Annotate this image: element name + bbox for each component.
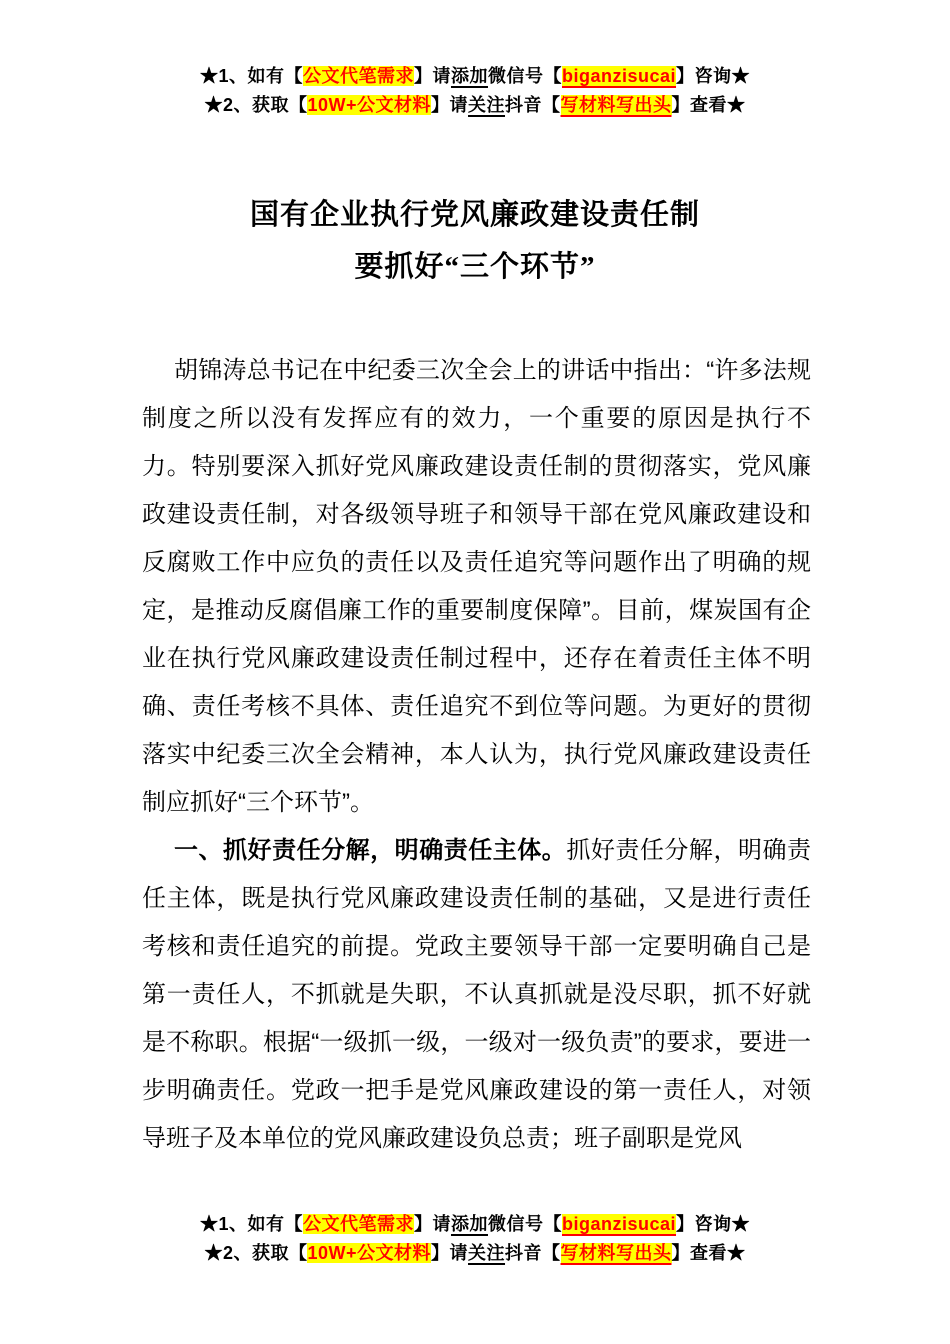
promo-underline-follow: 关注 — [468, 1243, 506, 1263]
promo-text: 抖音【 — [505, 95, 561, 115]
promo-highlight-service: 公文代笔需求 — [302, 66, 414, 86]
header-promo-line-2 — [0, 91, 950, 120]
promo-text: ★1、如有【 — [199, 66, 303, 86]
paragraph-1: 胡锦涛总书记在中纪委三次全会上的讲话中指出：“许多法规制度之所以没有发挥应有的效力，一个重要的原因是执行不力。特别要深入抓好党风廉政建设责任制的贯彻落实，党风廉政建设责任制，对各级领导班子和领导干部在党风廉政建设和反腐败工作中应负的责任以及责任追究等问题作出了明确的规定，是推动反腐倡廉工作的重要制度保障”。目前，煤炭国有企业在执行党风廉政建设责任制过程中，还存在着责任主体不明确、责任考核不具体、责任追究不到位等问题。为更好的贯彻落实中纪委三次全会精神，本人认为，执行党风廉政建设责任制应抓好“三个环节”。 — [142, 357, 811, 816]
promo-text: 微信号【 — [487, 66, 562, 86]
promo-text: 】查看★ — [671, 1243, 746, 1263]
promo-text: 】请 — [413, 1214, 451, 1234]
promo-text: 】查看★ — [671, 95, 746, 115]
promo-underline-follow: 关注 — [468, 95, 506, 115]
footer-promo — [0, 1210, 950, 1268]
document-title — [0, 189, 950, 293]
promo-text: ★2、获取【 — [204, 95, 308, 115]
header-promo — [0, 62, 950, 120]
promo-douyin-id: 写材料写出头 — [560, 1243, 672, 1263]
promo-douyin-id: 写材料写出头 — [560, 95, 672, 115]
promo-text: 】请 — [413, 66, 451, 86]
promo-text: ★2、获取【 — [204, 1243, 308, 1263]
paragraph-2-lead: 一、抓好责任分解，明确责任主体。 — [174, 837, 567, 864]
promo-text: 】请 — [431, 1243, 469, 1263]
promo-highlight-materials: 10W+公文材料 — [307, 95, 432, 115]
header-promo-line-1 — [0, 62, 950, 91]
promo-underline-add: 添加 — [450, 1214, 488, 1234]
promo-wechat-id: biganzisucai — [561, 1214, 677, 1234]
promo-highlight-service: 公文代笔需求 — [302, 1214, 414, 1234]
promo-text: ★1、如有【 — [199, 1214, 303, 1234]
footer-promo-line-2 — [0, 1239, 950, 1268]
promo-text: 微信号【 — [487, 1214, 562, 1234]
title-line-2: 要抓好“三个环节” — [354, 251, 596, 283]
promo-text: 】咨询★ — [676, 1214, 751, 1234]
footer-promo-line-1 — [0, 1210, 950, 1239]
promo-text: 抖音【 — [505, 1243, 561, 1263]
paragraph-2 — [142, 827, 811, 1163]
promo-wechat-id: biganzisucai — [561, 66, 677, 86]
promo-text: 】咨询★ — [676, 66, 751, 86]
promo-underline-add: 添加 — [450, 66, 488, 86]
paragraph-2-text: 抓好责任分解，明确责任主体，既是执行党风廉政建设责任制的基础，又是进行责任考核和责任追究的前提。党政主要领导干部一定要明确自己是第一责任人，不抓就是失职，不认真抓就是没尽职，抓不好就是不称职。根据“一级抓一级，一级对一级负责”的要求，要进一步明确责任。党政一把手是党风廉政建设的第一责任人，对领导班子及本单位的党风廉政建设负总责；班子副职是党风 — [142, 837, 812, 1152]
promo-highlight-materials: 10W+公文材料 — [307, 1243, 432, 1263]
title-line-1: 国有企业执行党风廉政建设责任制 — [249, 199, 700, 231]
promo-text: 】请 — [431, 95, 469, 115]
document-body — [142, 347, 811, 1163]
